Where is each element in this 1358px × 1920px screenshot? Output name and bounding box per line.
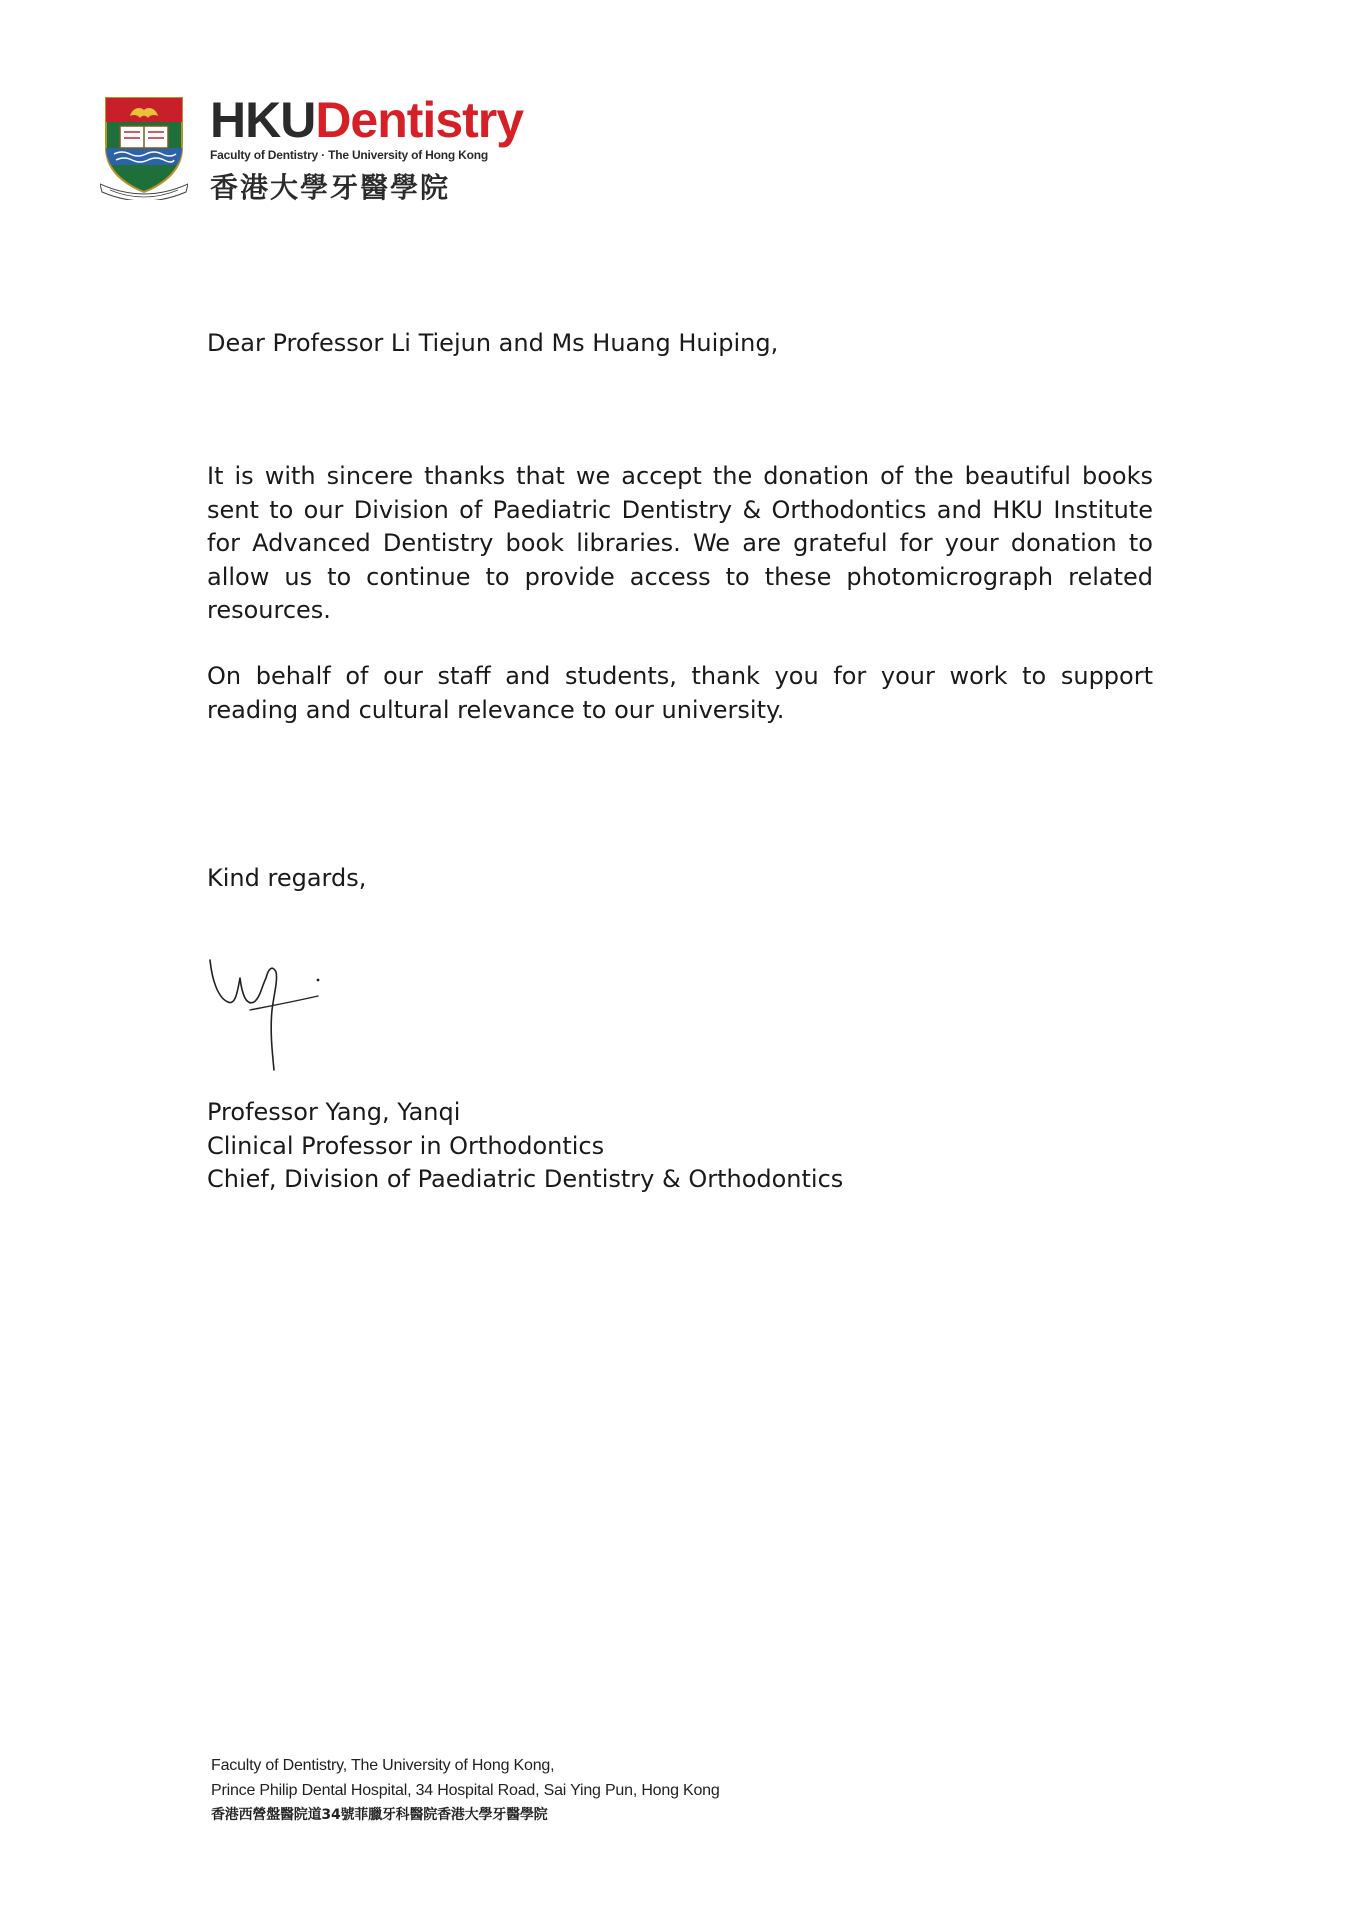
handwritten-signature-icon bbox=[200, 950, 340, 1075]
brand-subtitle: Faculty of Dentistry · The University of Hong Kong bbox=[210, 148, 489, 162]
brand-block bbox=[210, 94, 523, 206]
footer-line-3: 香港西營盤醫院道34號菲臘牙科醫院香港大學牙醫學院 bbox=[211, 1807, 548, 1823]
brand-hku: HKU bbox=[210, 92, 316, 148]
paragraph-1: It is with sincere thanks that we accept the donation of the beautiful books sent to our Division of Paediatric Dentistry & Orthodontics and HKU Institute for Advanced Dentistry book libraries. We are grateful for your donation to allow us to continue to provide access to these photomicrograph related resources. bbox=[207, 462, 1153, 624]
brand-dentistry: Dentistry bbox=[315, 92, 524, 148]
footer-line-2: Prince Philip Dental Hospital, 34 Hospital Road, Sai Ying Pun, Hong Kong bbox=[211, 1782, 720, 1799]
brand-chinese-name: 香港大學牙醫學院 bbox=[210, 171, 451, 204]
footer-line-1: Faculty of Dentistry, The University of Hong Kong, bbox=[211, 1757, 555, 1774]
letterhead bbox=[100, 94, 560, 204]
footer-address bbox=[211, 1753, 720, 1828]
hku-crest-icon bbox=[100, 96, 188, 200]
paragraph-2: On behalf of our staff and students, thank you for your work to support reading and cultural relevance to our university. bbox=[207, 662, 1153, 724]
signatory-title: Clinical Professor in Orthodontics bbox=[207, 1131, 605, 1160]
signatory-block bbox=[207, 1096, 1153, 1197]
signatory-position: Chief, Division of Paediatric Dentistry & Orthodontics bbox=[207, 1165, 844, 1193]
brand-wordmark bbox=[210, 94, 523, 146]
signatory-name: Professor Yang, Yanqi bbox=[207, 1098, 461, 1126]
closing: Kind regards, bbox=[207, 864, 367, 892]
greeting: Dear Professor Li Tiejun and Ms Huang Huiping, bbox=[207, 329, 779, 357]
